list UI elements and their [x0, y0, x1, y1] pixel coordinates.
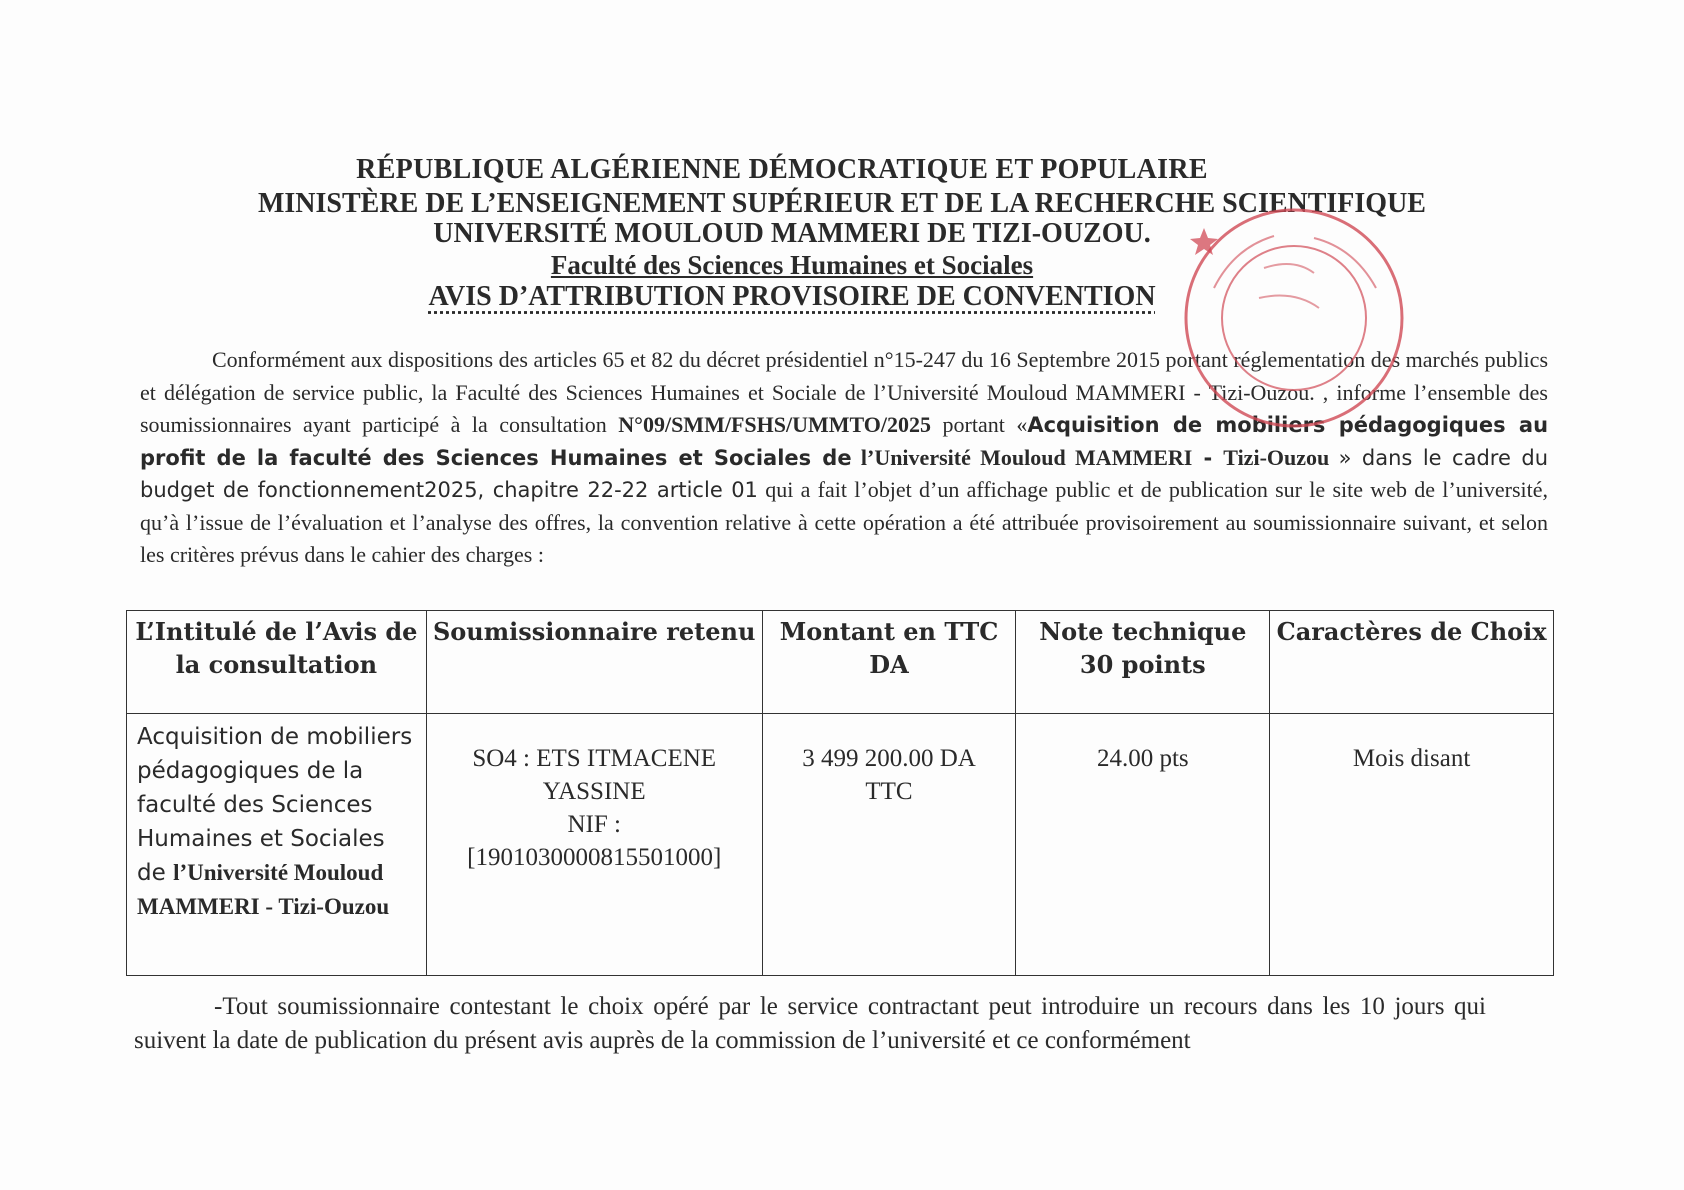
montant-ttc: TTC	[865, 778, 913, 805]
recours-text: -Tout soumissionnaire contestant le choix opéré par le service contractant peut introduire un recours dans les 10 jours qui suivent la date de publication du présent avis auprès de la commission de l’université et ce conformément	[134, 993, 1486, 1054]
cell-soumissionnaire	[426, 714, 762, 976]
subject-city: Tizi-Ouzou	[1223, 444, 1330, 470]
paragraph-portant: portant	[942, 412, 1005, 437]
recours-paragraph	[134, 990, 1486, 1058]
choix-value: Mois disant	[1352, 745, 1471, 772]
cell-choix	[1270, 714, 1554, 976]
paragraph-intro: Conformément aux dispositions des articles 65 et 82 du décret présidentiel n°15-247 du 16 Septembre 2015 portant réglementation des marchés publics et délégation de service public, la Faculté des Sciences Humaines et Sociale de l’Université Mouloud MAMMERI - Tizi-Ouzou. , informe l’ensemble des soumissionnaires ayant participé à la consultation	[140, 347, 1548, 437]
attribution-table	[126, 610, 1554, 976]
note-value: 24.00 pts	[1096, 745, 1189, 772]
header-university: UNIVERSITÉ MOULOUD MAMMERI DE TIZI-OUZOU.	[433, 218, 1151, 249]
table-row	[127, 714, 1554, 976]
header-republic: RÉPUBLIQUE ALGÉRIENNE DÉMOCRATIQUE ET POPULAIRE	[356, 154, 1208, 185]
subject-university: l’Université Mouloud MAMMERI	[860, 444, 1193, 470]
cell-note	[1016, 714, 1270, 976]
header-note: Note technique 30 points	[1016, 611, 1270, 714]
consultation-reference: N°09/SMM/FSHS/UMMTO/2025	[618, 412, 931, 437]
header-ministry: MINISTÈRE DE L’ENSEIGNEMENT SUPÉRIEUR ET DE LA RECHERCHE SCIENTIFIQUE	[257, 188, 1426, 219]
intitule-text: Acquisition de mobiliers pédagogiques de la faculté des Sciences Humaines et Sociales de	[137, 724, 413, 886]
header-montant: Montant en TTC DA	[762, 611, 1016, 714]
cell-intitule	[127, 714, 427, 976]
table-header-row	[127, 611, 1554, 714]
header-choix: Caractères de Choix	[1270, 611, 1554, 714]
montant-value: 3 499 200.00 DA	[802, 745, 976, 772]
header-soumissionnaire: Soumissionnaire retenu	[426, 611, 762, 714]
quote-open: «	[1016, 412, 1028, 437]
intitule-university: l’Université Mouloud MAMMERI - Tizi-Ouzou	[137, 860, 390, 919]
header-faculty: Faculté des Sciences Humaines et Sociales	[550, 250, 1034, 280]
soumissionnaire-nif: [1901030000815501000]	[467, 844, 722, 871]
budget-reference: » dans le cadre du budget de fonctionnement2025, chapitre 22-22 article 01	[140, 445, 1549, 502]
cell-montant	[762, 714, 1016, 976]
notice-paragraph	[140, 344, 1548, 572]
paragraph-conclusion: qui a fait l’objet d’un affichage public et de publication sur le site web de l’université, qu’à l’issue de l’évaluation et l’analyse des offres, la convention relative à cette opération a été attribuée provisoirement au soumissionnaire suivant, et selon les critères prévus dans le cahier des charges :	[140, 477, 1548, 567]
soumissionnaire-name-2: YASSINE	[542, 778, 646, 805]
subject-title: Acquisition de mobiliers pédagogiques au profit de la faculté des Sciences Humaines et Sociales de	[140, 413, 1549, 470]
header-intitule: L’Intitulé de l’Avis de la consultation	[127, 611, 427, 714]
soumissionnaire-nif-label: NIF :	[567, 811, 621, 838]
soumissionnaire-name: SO4 : ETS ITMACENE	[472, 745, 717, 772]
subject-dash: -	[1192, 445, 1224, 470]
notice-title: AVIS D’ATTRIBUTION PROVISOIRE DE CONVENTION	[428, 281, 1156, 312]
